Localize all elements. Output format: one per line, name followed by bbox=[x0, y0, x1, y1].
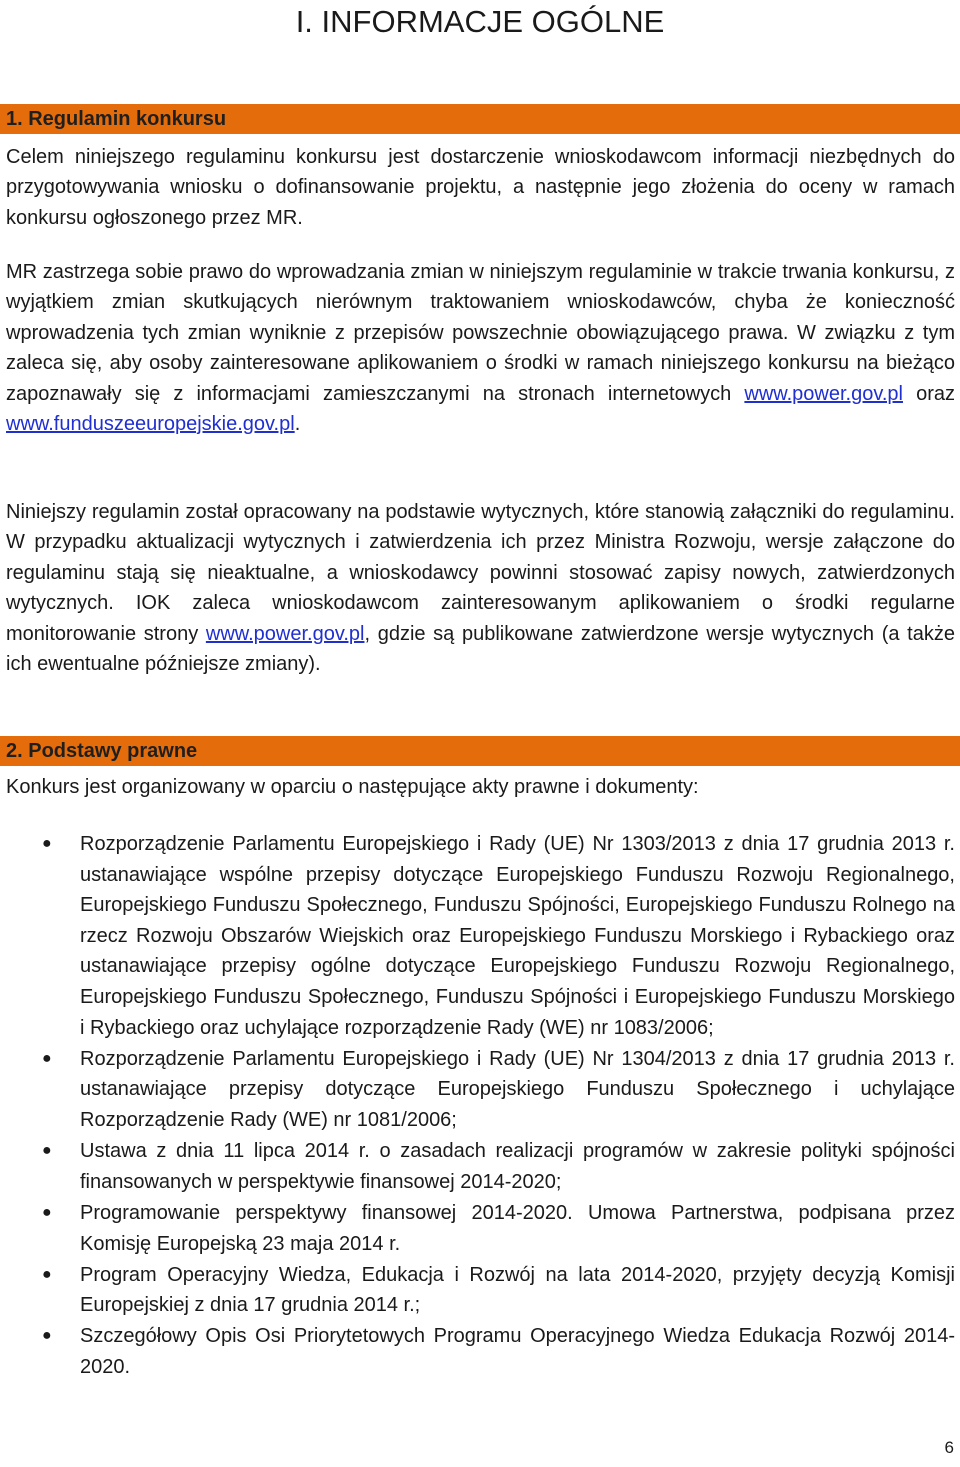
paragraph-changes-end: . bbox=[294, 413, 301, 436]
paragraph-purpose: Celem niniejszego regulaminu konkursu jest dostarczenie wnioskodawcom informacji niezbędnych do przygotowywania wniosku o dofinansowanie projektu, a następnie jego złożenia do oceny w ramach konkursu ogłoszonego przez MR. bbox=[6, 146, 955, 229]
section-heading-regulamin: 1. Regulamin konkursu bbox=[0, 104, 960, 134]
bullet-icon: ● bbox=[42, 1265, 52, 1283]
list-item: ● Ustawa z dnia 11 lipca 2014 r. o zasadach realizacji programów w zakresie polityki spójności finansowanych w perspektywie finansowej 2014-2020; bbox=[0, 1136, 960, 1197]
link-funduszeeuropejskie[interactable]: www.funduszeeuropejskie.gov.pl bbox=[6, 413, 295, 436]
list-item: ● Szczegółowy Opis Osi Priorytetowych Programu Operacyjnego Wiedza Edukacja Rozwój 2014-2020. bbox=[0, 1321, 960, 1382]
bullet-icon: ● bbox=[42, 835, 52, 852]
paragraph-guidelines-end: , gdzie są publikowane zatwierdzone wersje wytycznych (a także ich ewentualne późniejsze zmiany). bbox=[6, 622, 955, 676]
paragraph-legal-intro: Konkurs jest organizowany w oparciu o następujące akty prawne i dokumenty: bbox=[6, 776, 699, 798]
paragraph-guidelines-text: Niniejszy regulamin został opracowany na podstawie wytycznych, które stanowią załączniki do regulaminu. W przypadku aktualizacji wytycznych i zatwierdzenia ich przez Ministra Rozwoju, wersje załączone do regulaminu stają się nieaktualne, a wnioskodawcy powinni stosować zapisy nowych, zatwierdzonych wytycznych. IOK zaleca wnioskodawcom zainteresowanym aplikowaniem o środki regularne monitorowanie strony bbox=[6, 501, 955, 645]
paragraph-changes-text: MR zastrzega sobie prawo do wprowadzania zmian w niniejszym regulaminie w trakcie trwania konkursu, z wyjątkiem zmian skutkujących nierównym traktowaniem wnioskodawców, chyba że konieczność wprowadzenia tych zmian wyniknie z przepisów powszechnie obowiązującego prawa. W związku z tym zaleca się, aby osoby zainteresowane aplikowaniem o środki w ramach niniejszego konkursu na bieżąco zapoznawały się z informacjami zamieszczanymi na stronach internetowych bbox=[6, 261, 955, 405]
paragraph-guidelines bbox=[6, 497, 955, 679]
link-power-gov[interactable]: www.power.gov.pl bbox=[744, 382, 903, 405]
list-item: ● Rozporządzenie Parlamentu Europejskiego i Rady (UE) Nr 1303/2013 z dnia 17 grudnia 2013 r. ustanawiające wspólne przepisy dotyczące Europejskiego Funduszu Rozwoju Regionalnego, Europejskiego Funduszu Społecznego, Funduszu Spójności, Europejskiego Funduszu Rolnego na rzecz Rozwoju Obszarów Wiejskich oraz Europejskiego Funduszu Morskiego i Rybackiego oraz ustanawiające przepisy ogólne dotyczące Europejskiego Funduszu Rozwoju Regionalnego, Europejskiego Funduszu Społecznego, Funduszu Spójności i Europejskiego Funduszu Morskiego i Rybackiego oraz uchylające rozporządzenie Rady (WE) nr 1083/2006; bbox=[0, 829, 960, 1043]
section-heading-podstawy: 2. Podstawy prawne bbox=[0, 736, 960, 766]
paragraph-changes bbox=[6, 257, 955, 439]
list-item: ● Rozporządzenie Parlamentu Europejskiego i Rady (UE) Nr 1304/2013 z dnia 17 grudnia 2013 r. ustanawiające przepisy dotyczące Europejskiego Funduszu Społecznego i uchylające Rozporządzenie Rady (WE) nr 1081/2006; bbox=[0, 1044, 960, 1136]
paragraph-changes-connector: oraz bbox=[902, 382, 955, 405]
bullet-icon: ● bbox=[42, 1203, 52, 1221]
page-title: I. INFORMACJE OGÓLNE bbox=[295, 4, 665, 39]
link-power-gov-2[interactable]: www.power.gov.pl bbox=[205, 622, 365, 645]
page-number: 6 bbox=[944, 1438, 954, 1457]
bullet-icon: ● bbox=[42, 1142, 52, 1160]
bullet-icon: ● bbox=[42, 1327, 52, 1345]
bullet-icon: ● bbox=[42, 1049, 52, 1067]
list-item: ● Program Operacyjny Wiedza, Edukacja i Rozwój na lata 2014-2020, przyjęty decyzją Komisji Europejskiej z dnia 17 grudnia 2014 r.; bbox=[0, 1260, 960, 1321]
legal-acts-list bbox=[0, 829, 960, 1383]
list-item: ● Programowanie perspektywy finansowej 2014-2020. Umowa Partnerstwa, podpisana przez Komisję Europejską 23 maja 2014 r. bbox=[0, 1198, 960, 1259]
